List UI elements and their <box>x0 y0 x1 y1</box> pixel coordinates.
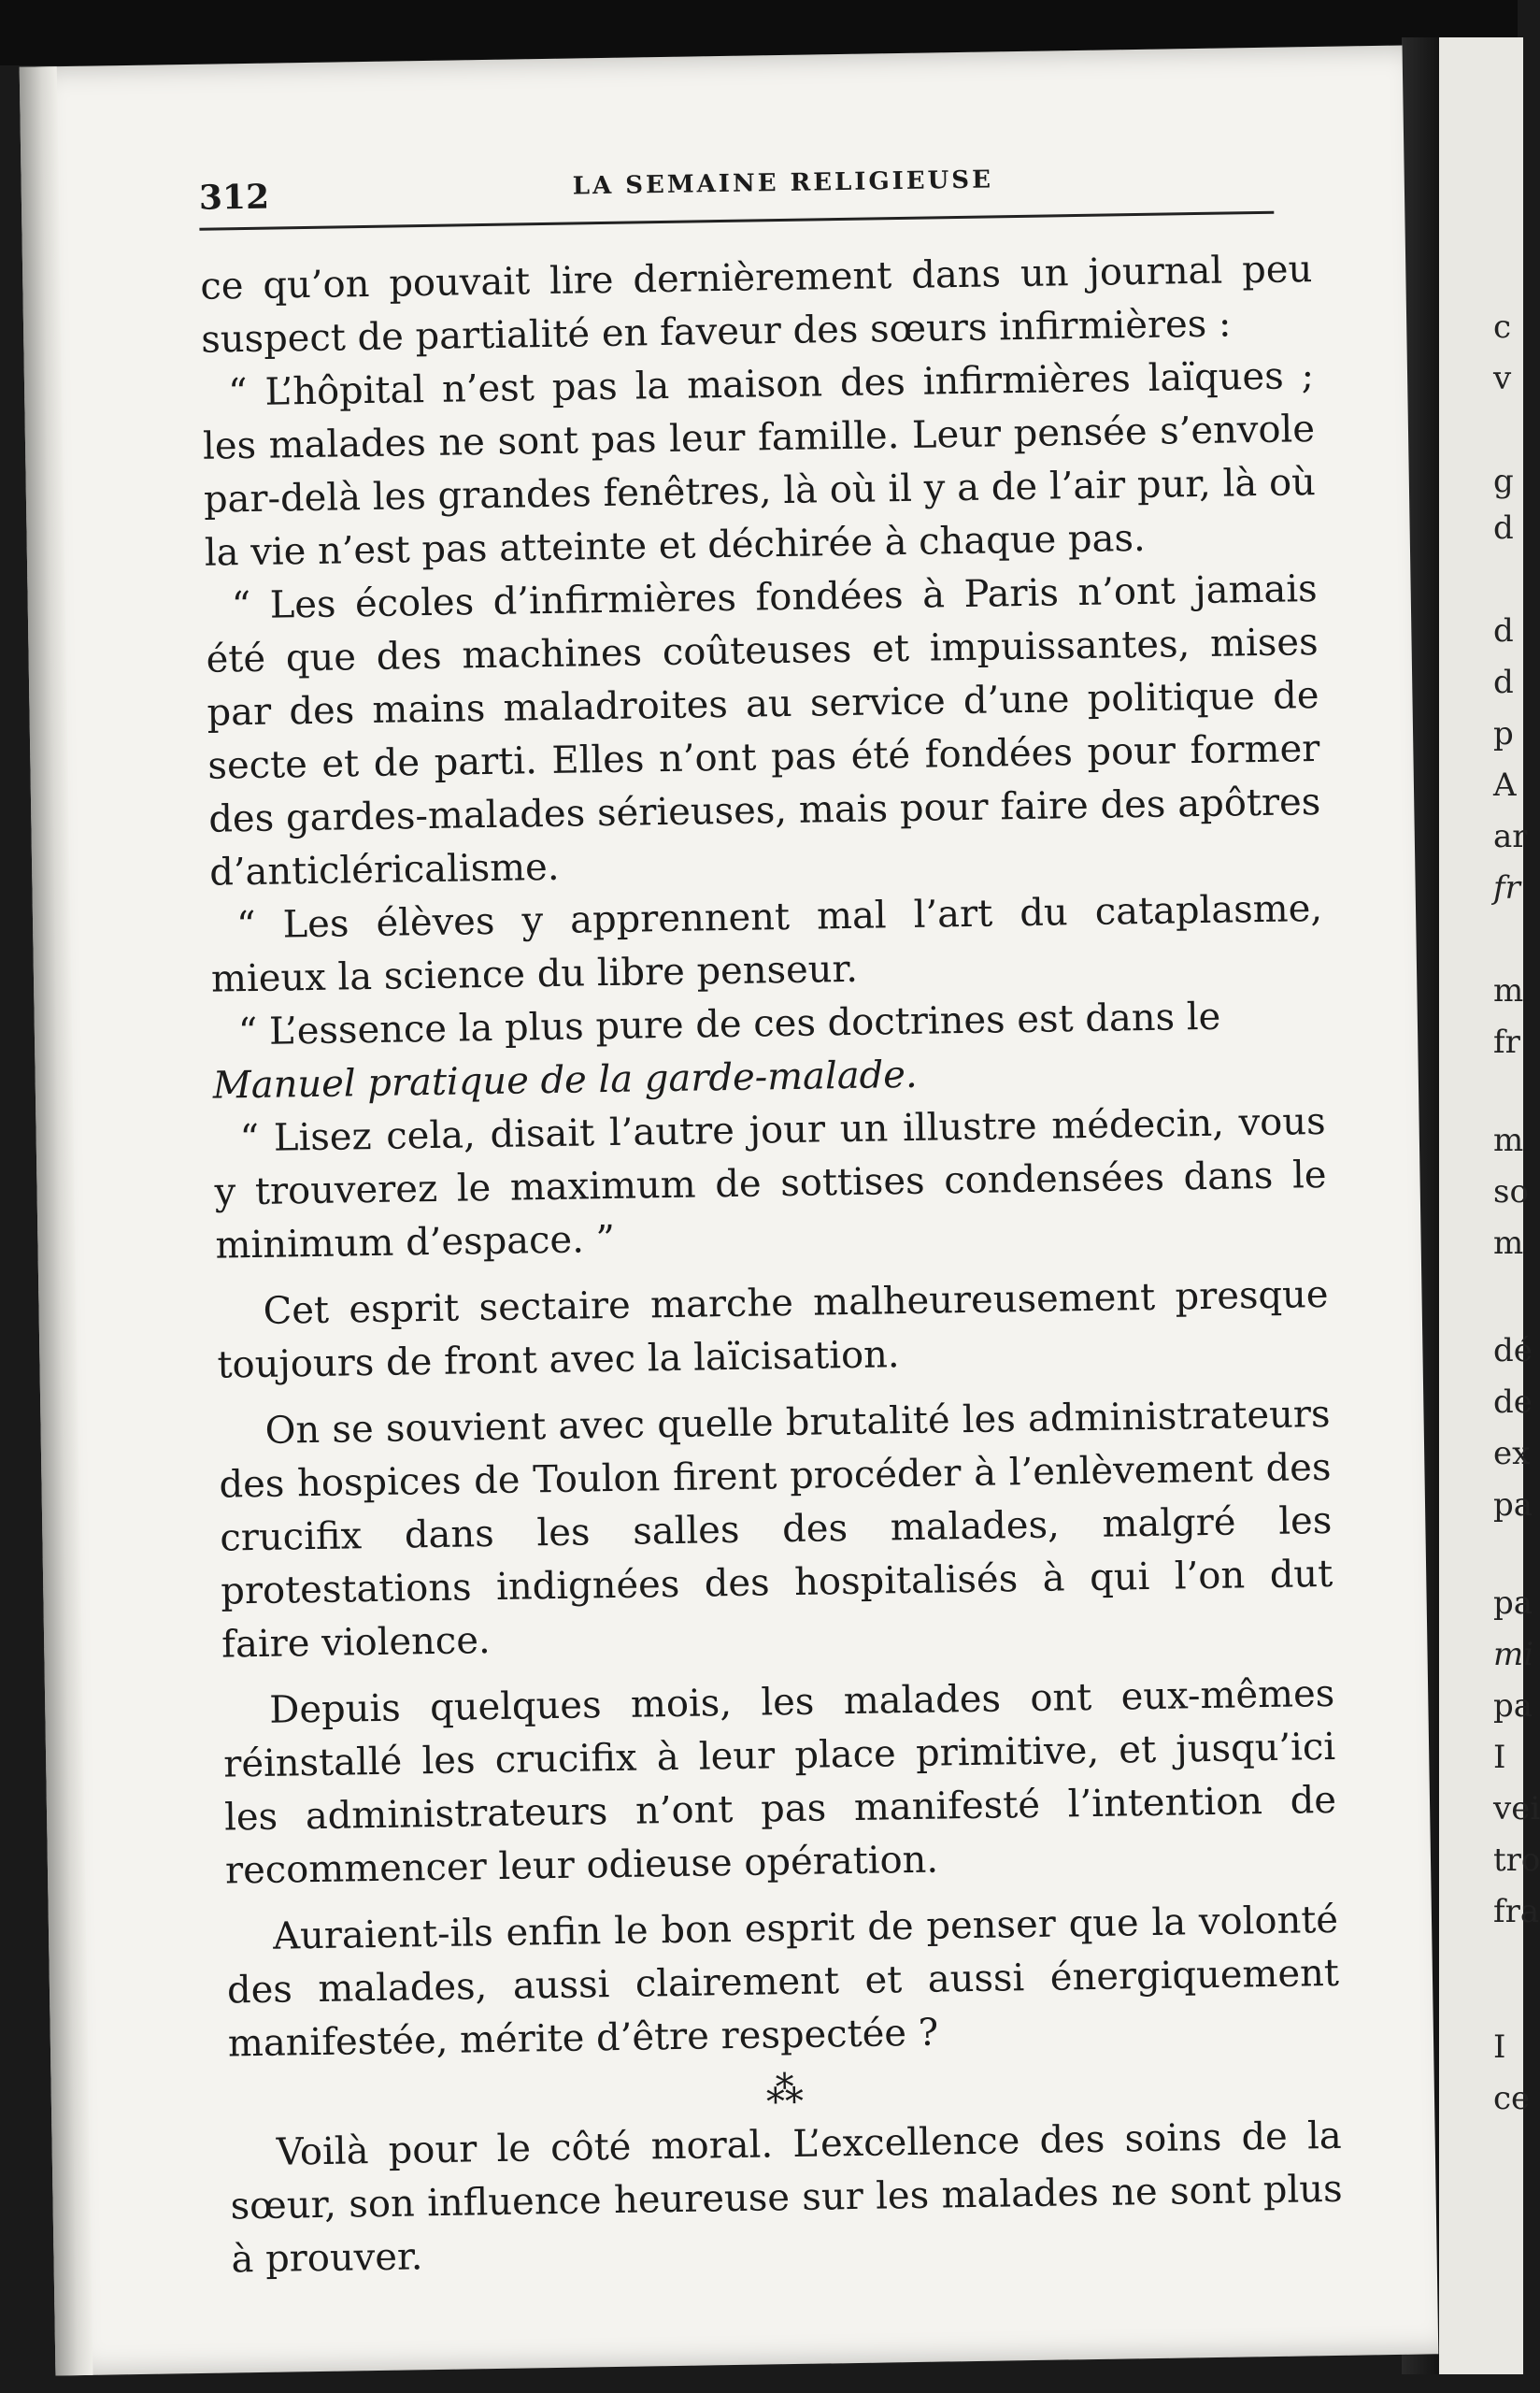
facing-page <box>1439 37 1540 2374</box>
body-text <box>200 243 1344 2286</box>
facing-fragment: so <box>1493 1173 1529 1211</box>
facing-fragment: I <box>1493 1739 1506 1776</box>
paragraph: Voilà pour le côté moral. L’excellence des soins de la sœur, son influence heureuse sur les malades ne sont plus à prouver. <box>230 2114 1343 2282</box>
paragraph: Depuis quelques mois, les malades ont eux-mêmes réinstallé les crucifix à leur place primitive, et jusqu’ici les administrateurs n’ont pas manifesté l’intention de recommencer leur odieuse opération. <box>222 1671 1337 1893</box>
page-edge-shadow <box>20 66 93 2375</box>
facing-fragment: pa <box>1493 1687 1533 1725</box>
paragraph: Cet esprit sectaire marche malheureusement presque toujours de front avec la laïcisation. <box>217 1272 1329 1387</box>
quote-paragraph: “ L’hôpital n’est pas la maison des infirmières laïques ; les malades ne sont pas leur famille. Leur pensée s’envole par-delà les grandes fenêtres, là où il y a de l’air pur, là où la vie n’est pas atteinte et déchirée à chaque pas. <box>202 354 1317 575</box>
quote-paragraph: “ L’essence la plus pure de ces doctrines est dans le <box>237 995 1221 1054</box>
book-title-citation: Manuel pratique de la garde-malade. <box>212 1053 918 1108</box>
facing-fragment: p <box>1493 715 1514 752</box>
facing-fragment: v <box>1493 360 1512 397</box>
facing-fragment: pa <box>1493 1584 1533 1622</box>
paragraph: On se souvient avec quelle brutalité les administrateurs des hospices de Toulon firent procéder à l’enlèvement des crucifix dans les salles des malades, malgré les protestations indignées des hospitalisés à qui l’on dut faire violence. <box>219 1392 1333 1667</box>
facing-fragment: d <box>1493 509 1514 547</box>
facing-fragment: d <box>1493 612 1514 650</box>
facing-fragment: dé <box>1493 1332 1533 1369</box>
facing-fragment: m <box>1493 1122 1524 1159</box>
facing-fragment: c <box>1493 308 1512 346</box>
facing-fragment: ce <box>1493 2080 1531 2117</box>
running-title: LA SEMAINE RELIGIEUSE <box>572 165 994 201</box>
facing-fragment: mi <box>1493 1636 1534 1673</box>
facing-fragment: fr <box>1493 1024 1520 1061</box>
facing-fragment: tro <box>1493 1841 1540 1879</box>
book-page <box>20 46 1439 2376</box>
paragraph: Auraient-ils enfin le bon esprit de penser que la volonté des malades, aussi clairement et aussi énergiquement manifestée, mérite d’être respectée ? <box>226 1898 1340 2066</box>
facing-fragment: d <box>1493 664 1514 701</box>
page-number: 312 <box>198 177 270 218</box>
facing-fragment: de <box>1493 1383 1533 1421</box>
paragraph: ce qu’on pouvait lire dernièrement dans un journal peu suspect de partialité en faveur des sœurs infirmières : <box>200 248 1313 362</box>
facing-fragment: m <box>1493 1225 1524 1262</box>
facing-fragment: g <box>1493 463 1514 500</box>
page-header <box>198 140 1320 218</box>
facing-fragment: vei <box>1493 1790 1540 1827</box>
quote-paragraph: “ Les écoles d’infirmières fondées à Paris n’ont jamais été que des machines coûteuses et impuissantes, mises par des mains maladroites au service d’une politique de secte et de parti. Elles n’ont pas été fondées pour former des gardes-malades sérieuses, mais pour faire des apôtres d’anticléricalisme. <box>206 567 1321 895</box>
section-asterism: ⁂ <box>765 2068 805 2113</box>
facing-fragment: m <box>1493 972 1524 1010</box>
facing-fragment: fr <box>1493 869 1520 907</box>
quote-paragraph: “ Les élèves y apprennent mal l’art du cataplasme, mieux la science du libre penseur. <box>210 886 1323 1001</box>
facing-fragment: ex <box>1493 1435 1531 1472</box>
facing-fragment: fra <box>1493 1893 1540 1930</box>
header-rule <box>199 211 1274 231</box>
facing-fragment: I <box>1493 2028 1506 2066</box>
facing-fragment: ar <box>1493 818 1528 855</box>
facing-fragment: pa <box>1493 1486 1533 1524</box>
facing-fragment: A <box>1493 767 1517 804</box>
quote-paragraph: “ Lisez cela, disait l’autre jour un illustre médecin, vous y trouverez le maximum de sottises condensées dans le minimum d’espace. ” <box>214 1099 1327 1268</box>
